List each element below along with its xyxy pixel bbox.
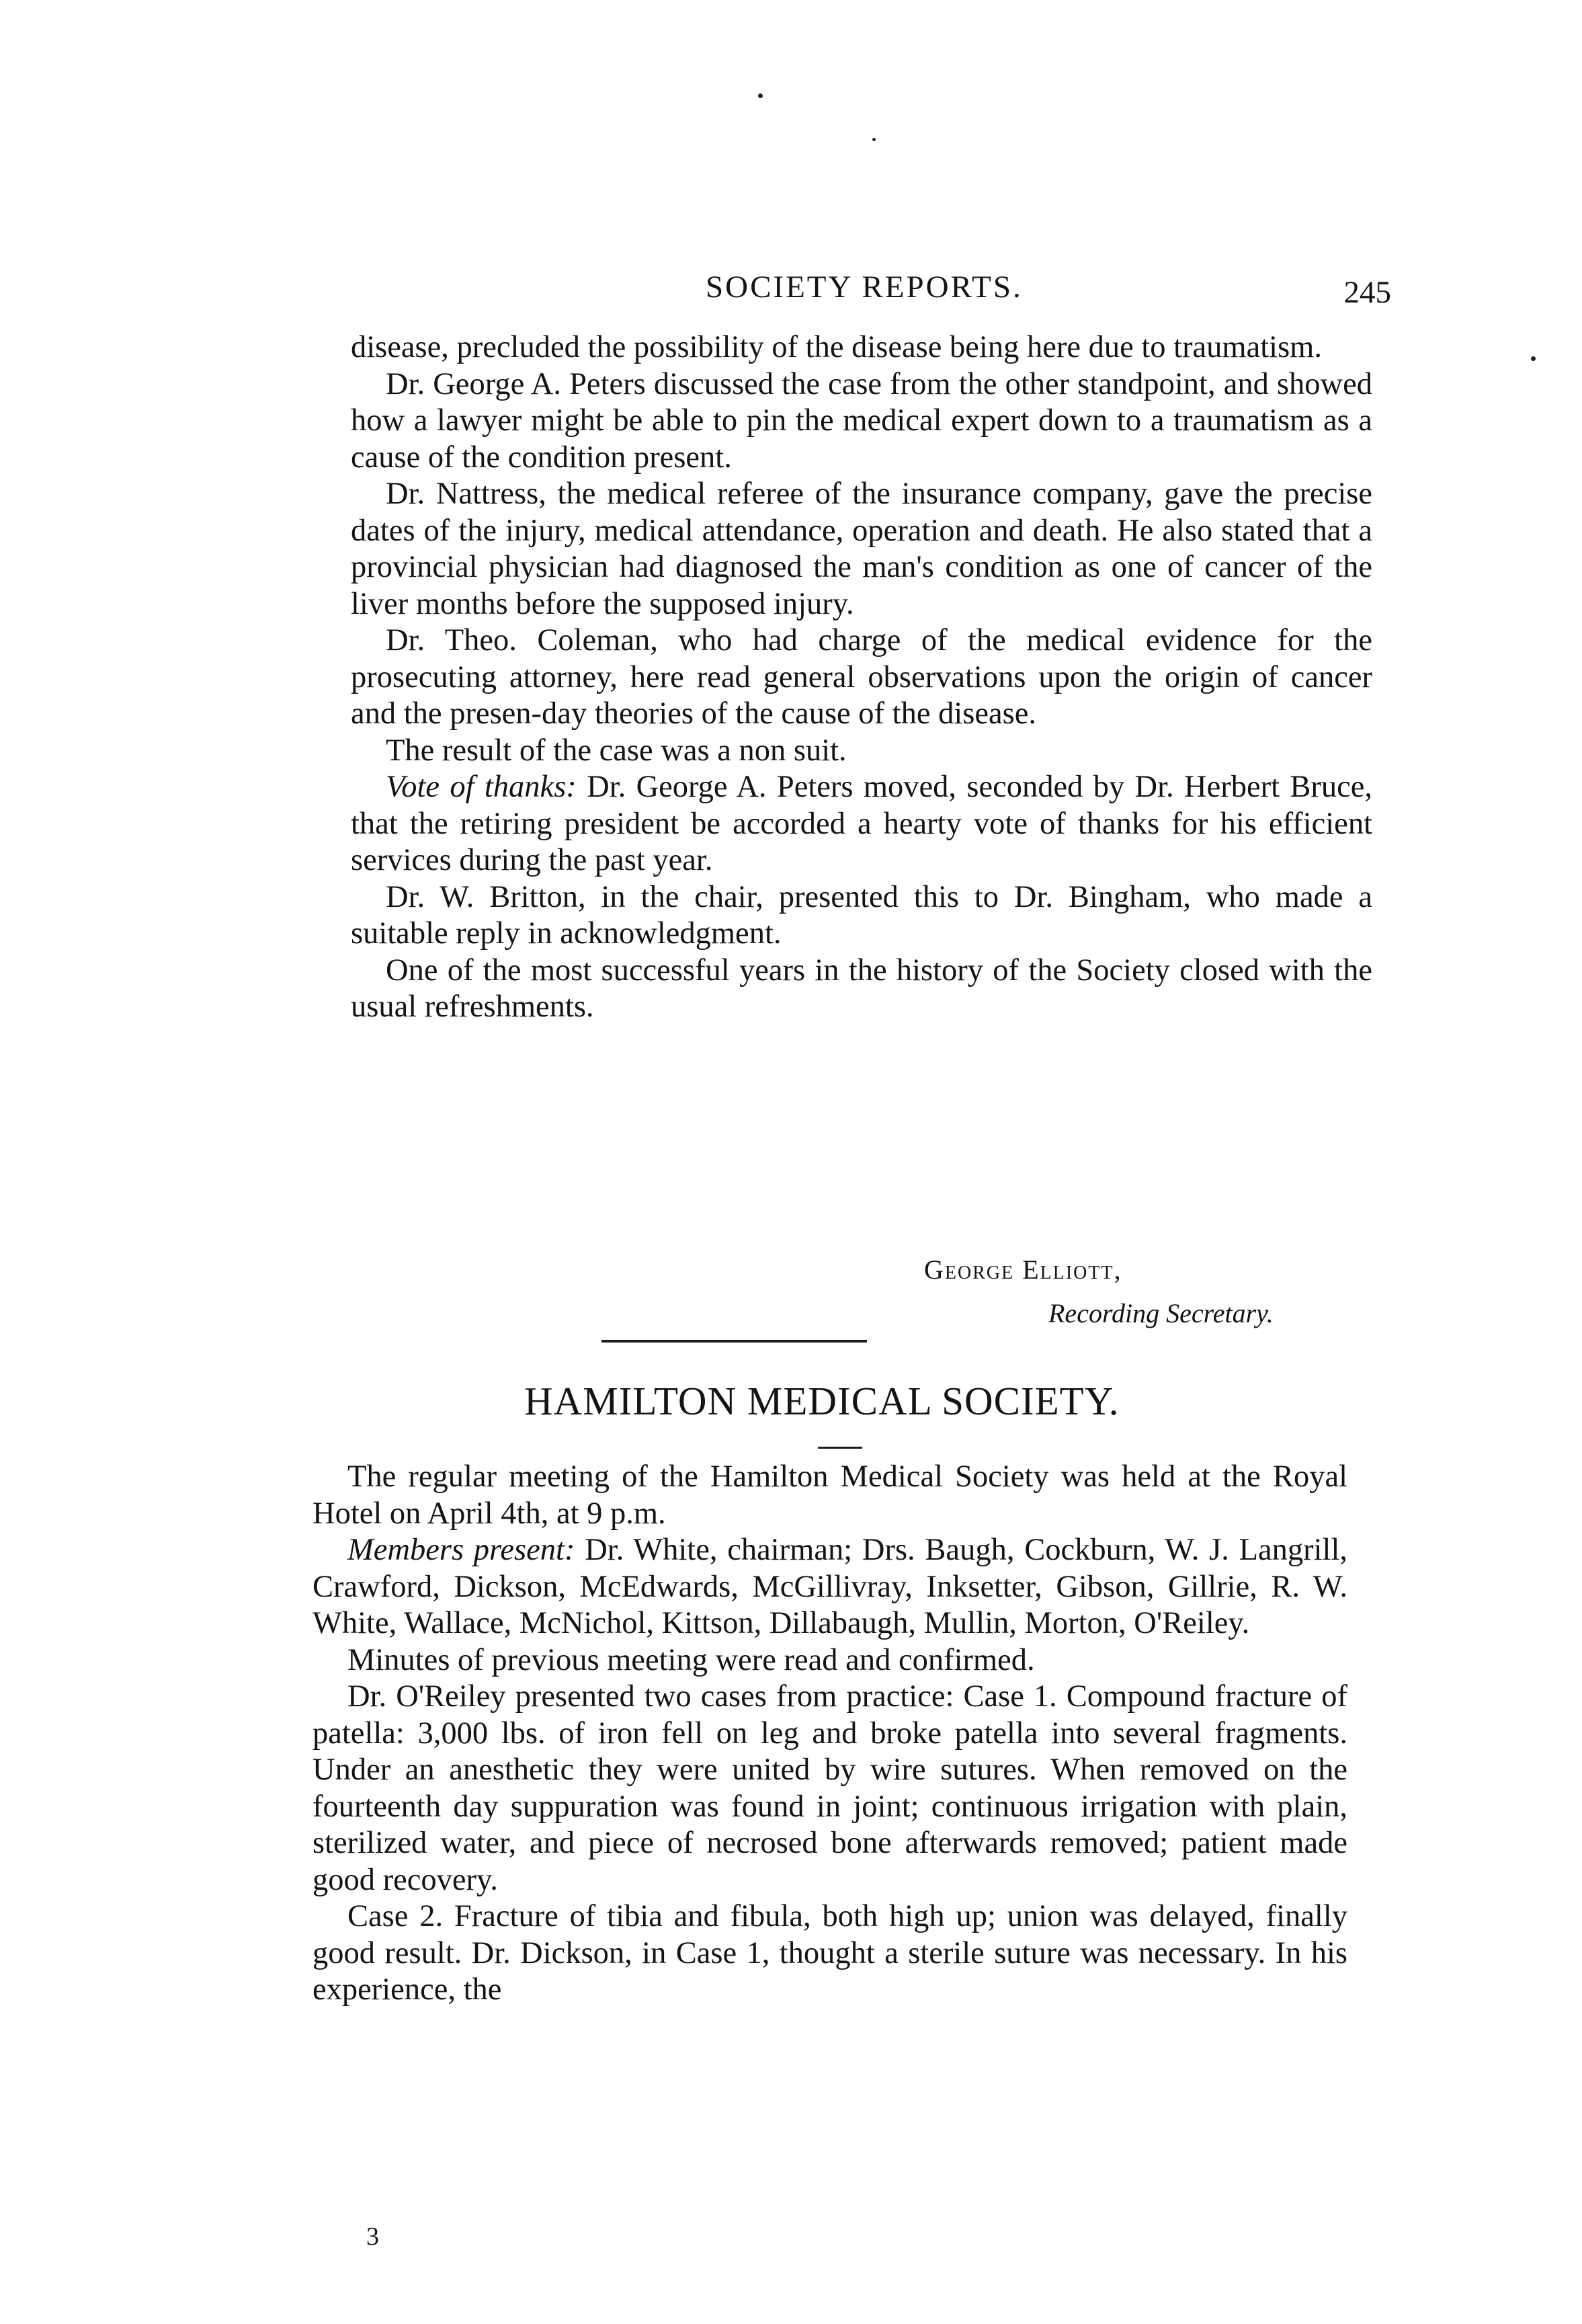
paragraph: Case 2. Fracture of tibia and fibula, both high up; union was delayed, finally good result. Dr. Dickson, in Case 1, thought a sterile suture was necessary. In his experience, the bbox=[313, 1899, 1347, 2007]
paragraph: Dr. George A. Peters discussed the case from the other standpoint, and showed how a lawyer might be able to pin the medical expert down to a traumatism as a cause of the condition present. bbox=[351, 366, 1372, 475]
paragraph: Dr. O'Reiley presented two cases from practice: Case 1. Compound fracture of patella: 3,000 lbs. of iron fell on leg and broke patella into several fragments. Under an anesthetic they were united by wire sutures. When removed on the fourteenth day suppuration was found in joint; continuous irrigation with plain, sterilized water, and piece of necrosed bone afterwards removed; patient made good recovery. bbox=[313, 1679, 1347, 1897]
vote-of-thanks-paragraph bbox=[351, 769, 1372, 879]
vote-label: Vote of thanks: bbox=[386, 770, 577, 804]
running-title: SOCIETY REPORTS. bbox=[706, 270, 1023, 305]
page-number: 245 bbox=[1343, 275, 1391, 310]
ink-speck bbox=[1531, 356, 1536, 361]
paragraph: Dr. Nattress, the medical referee of the insurance company, gave the precise dates of the injury, medical attendance, operation and death. He also stated that a provincial physician had diagnosed the man's condition as one of cancer of the liver months before the supposed injury. bbox=[351, 477, 1372, 621]
hamilton-text bbox=[313, 1459, 1347, 2009]
section-divider bbox=[601, 1340, 867, 1343]
paragraph: The regular meeting of the Hamilton Medical Society was held at the Royal Hotel on April 4th, at 9 p.m. bbox=[313, 1459, 1347, 1531]
continuation-text bbox=[351, 329, 1372, 1026]
section-heading: HAMILTON MEDICAL SOCIETY. bbox=[524, 1379, 1120, 1423]
paragraph: Dr. W. Britton, in the chair, presented this to Dr. Bingham, who made a suitable reply in acknowledgment. bbox=[351, 879, 1372, 951]
ink-speck bbox=[872, 138, 876, 141]
signature-name: George Elliott, bbox=[924, 1254, 1122, 1285]
paragraph: Minutes of previous meeting were read and confirmed. bbox=[347, 1642, 1035, 1677]
vote-text: Dr. George A. Peters moved, seconded by Dr. Herbert Bruce, that the retiring president be accorded a hearty vote of thanks for his efficient services during the past year. bbox=[351, 770, 1372, 877]
members-label: Members present: bbox=[347, 1533, 575, 1567]
signature-mark: 3 bbox=[366, 2222, 379, 2251]
ink-speck bbox=[758, 93, 763, 98]
paragraph: disease, precluded the possibility of the disease being here due to traumatism. bbox=[351, 330, 1322, 364]
running-head bbox=[356, 269, 1391, 316]
paragraph: Dr. Theo. Coleman, who had charge of the medical evidence for the prosecuting attorney, here read general observations upon the origin of cancer and the presen-day theories of the cause of the disease. bbox=[351, 623, 1372, 731]
members-paragraph bbox=[313, 1532, 1347, 1642]
paragraph: The result of the case was a non suit. bbox=[386, 733, 847, 768]
members-text: Dr. White, chairman; Drs. Baugh, Cockburn, W. J. Langrill, Crawford, Dickson, McEdwards, McGillivray, Inksetter, Gibson, Gillrie, R. W. White, Wallace, McNichol, Kittson, Dillabaugh, Mullin, Morton, O'Reiley. bbox=[313, 1533, 1347, 1640]
heading-rule bbox=[818, 1447, 862, 1449]
signature-role: Recording Secretary. bbox=[1048, 1298, 1274, 1328]
paragraph: One of the most successful years in the history of the Society closed with the usual refreshments. bbox=[351, 953, 1372, 1024]
